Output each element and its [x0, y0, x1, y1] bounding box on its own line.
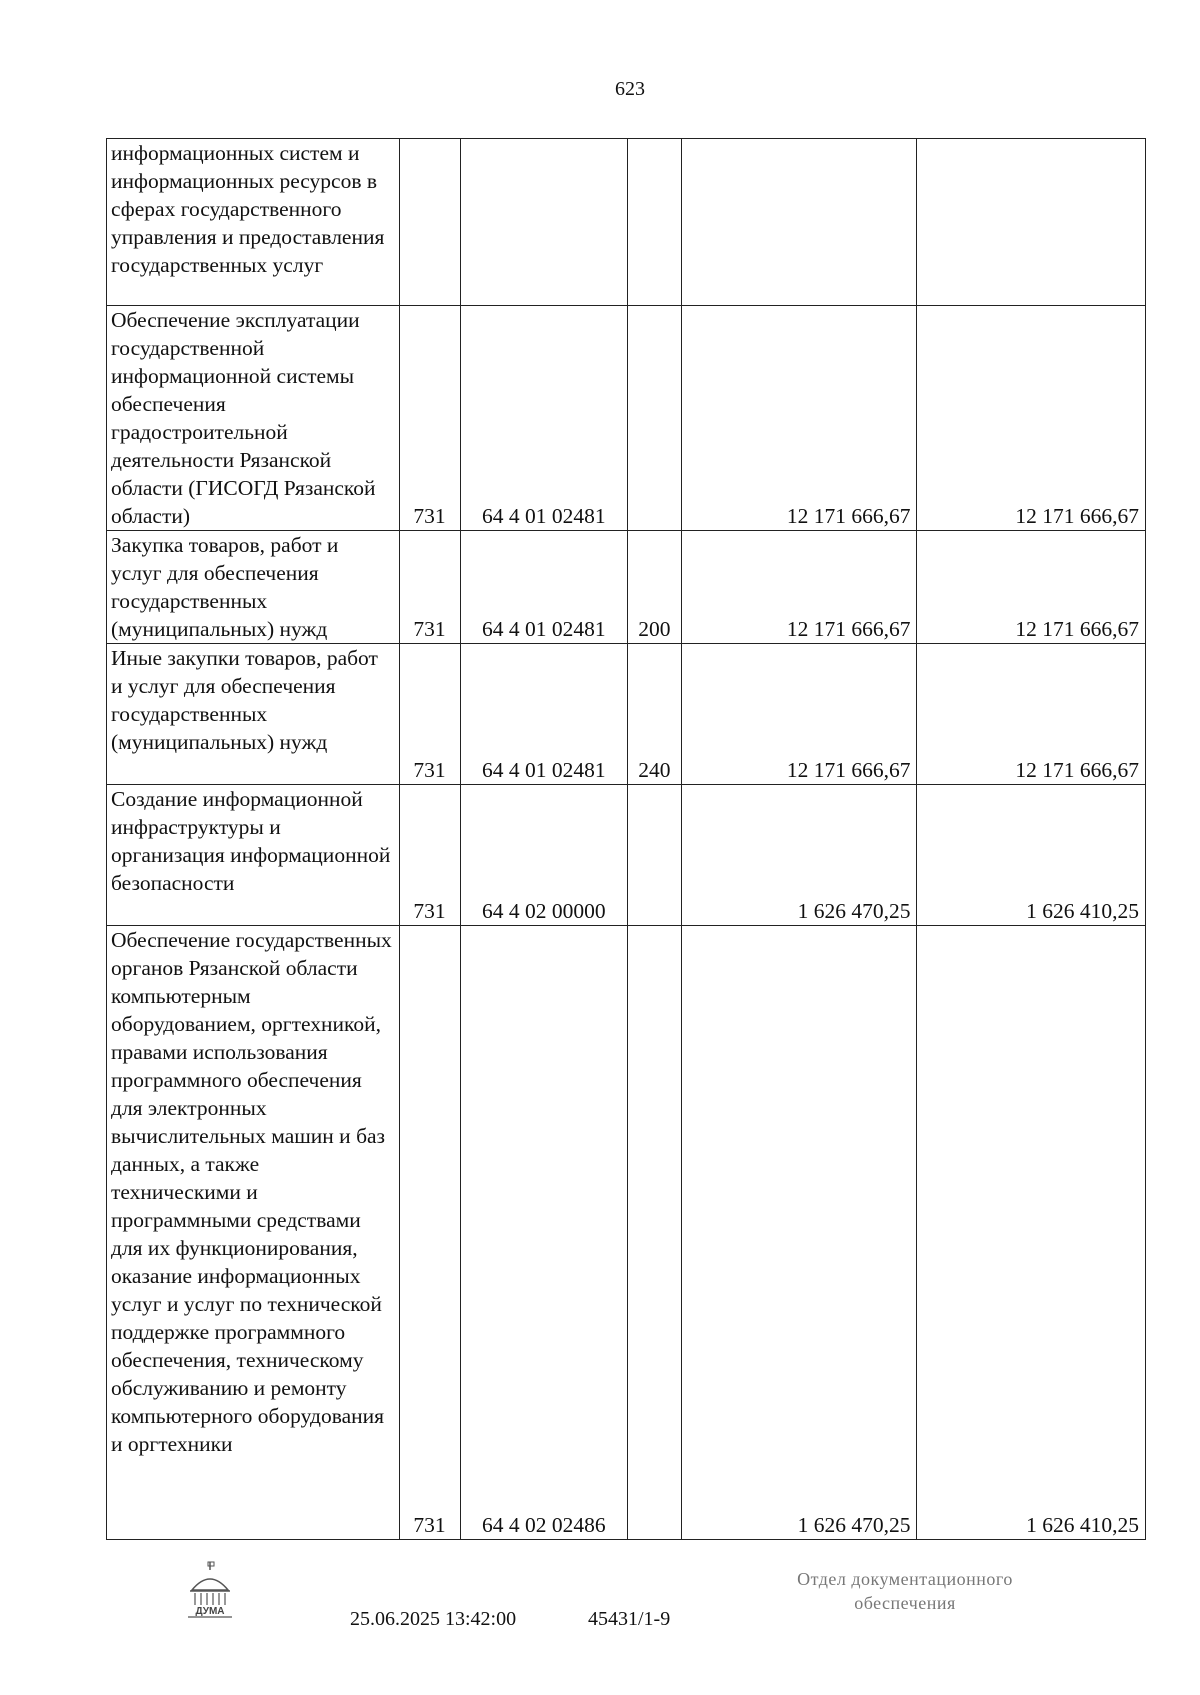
- ved-cell: 731: [399, 306, 460, 531]
- budget-table: [106, 138, 1146, 1540]
- ved-cell: 731: [399, 926, 460, 1540]
- sum2-cell: [917, 139, 1146, 306]
- row-name-cell: Иные закупки товаров, работ и услуг для обеспечения государственных (муниципальных) нужд: [107, 644, 400, 785]
- sum2-cell: 1 626 410,25: [917, 926, 1146, 1540]
- sum1-cell: [681, 139, 917, 306]
- stamp-line-1: Отдел документационного: [797, 1569, 1013, 1589]
- footer-document-code: 45431/1-9: [588, 1608, 671, 1630]
- csr-cell: 64 4 02 00000: [460, 785, 627, 926]
- csr-cell: 64 4 01 02481: [460, 306, 627, 531]
- row-name-cell: Создание информационной инфраструктуры и организация информационной безопасности: [107, 785, 400, 926]
- vr-cell: [628, 306, 682, 531]
- csr-cell: 64 4 01 02481: [460, 531, 627, 644]
- table-row: [107, 926, 1146, 1540]
- ved-cell: 731: [399, 644, 460, 785]
- csr-cell: 64 4 02 02486: [460, 926, 627, 1540]
- sum2-cell: 1 626 410,25: [917, 785, 1146, 926]
- logo-text: ДУМА: [195, 1606, 225, 1617]
- sum1-cell: 12 171 666,67: [681, 644, 917, 785]
- table-row: [107, 785, 1146, 926]
- vr-cell: [628, 785, 682, 926]
- csr-cell: [460, 139, 627, 306]
- ved-cell: [399, 139, 460, 306]
- table-row: [107, 644, 1146, 785]
- row-name-cell: информационных систем и информационных ресурсов в сферах государственного управления и предоставления государственных услуг: [107, 139, 400, 306]
- vr-cell: 240: [628, 644, 682, 785]
- sum2-cell: 12 171 666,67: [917, 531, 1146, 644]
- ved-cell: 731: [399, 785, 460, 926]
- sum1-cell: 1 626 470,25: [681, 926, 917, 1540]
- row-name-cell: Обеспечение эксплуатации государственной информационной системы обеспечения градостроительной деятельности Рязанской области (ГИСОГД Рязанской области): [107, 306, 400, 531]
- row-name-cell: Обеспечение государственных органов Рязанской области компьютерным оборудованием, оргтехникой, правами использования программного обеспечения для электронных вычислительных машин и баз данных, а также техническими и программными средствами для их функционирования, оказание информационных услуг и услуг по технической поддержке программного обеспечения, техническому обслуживанию и ремонту компьютерного оборудования и оргтехники: [107, 926, 400, 1540]
- csr-cell: 64 4 01 02481: [460, 644, 627, 785]
- vr-cell: [628, 926, 682, 1540]
- sum2-cell: 12 171 666,67: [917, 644, 1146, 785]
- table-row: [107, 139, 1146, 306]
- ved-cell: 731: [399, 531, 460, 644]
- sum2-cell: 12 171 666,67: [917, 306, 1146, 531]
- vr-cell: [628, 139, 682, 306]
- sum1-cell: 12 171 666,67: [681, 531, 917, 644]
- page-number: 623: [615, 78, 645, 100]
- table-row: [107, 531, 1146, 644]
- duma-building-emblem-icon: [180, 1560, 240, 1620]
- department-stamp: [740, 1567, 1070, 1615]
- stamp-line-2: обеспечения: [854, 1593, 956, 1613]
- sum1-cell: 12 171 666,67: [681, 306, 917, 531]
- sum1-cell: 1 626 470,25: [681, 785, 917, 926]
- vr-cell: 200: [628, 531, 682, 644]
- row-name-cell: Закупка товаров, работ и услуг для обеспечения государственных (муниципальных) нужд: [107, 531, 400, 644]
- table-row: [107, 306, 1146, 531]
- footer-date: 25.06.2025 13:42:00: [350, 1608, 517, 1630]
